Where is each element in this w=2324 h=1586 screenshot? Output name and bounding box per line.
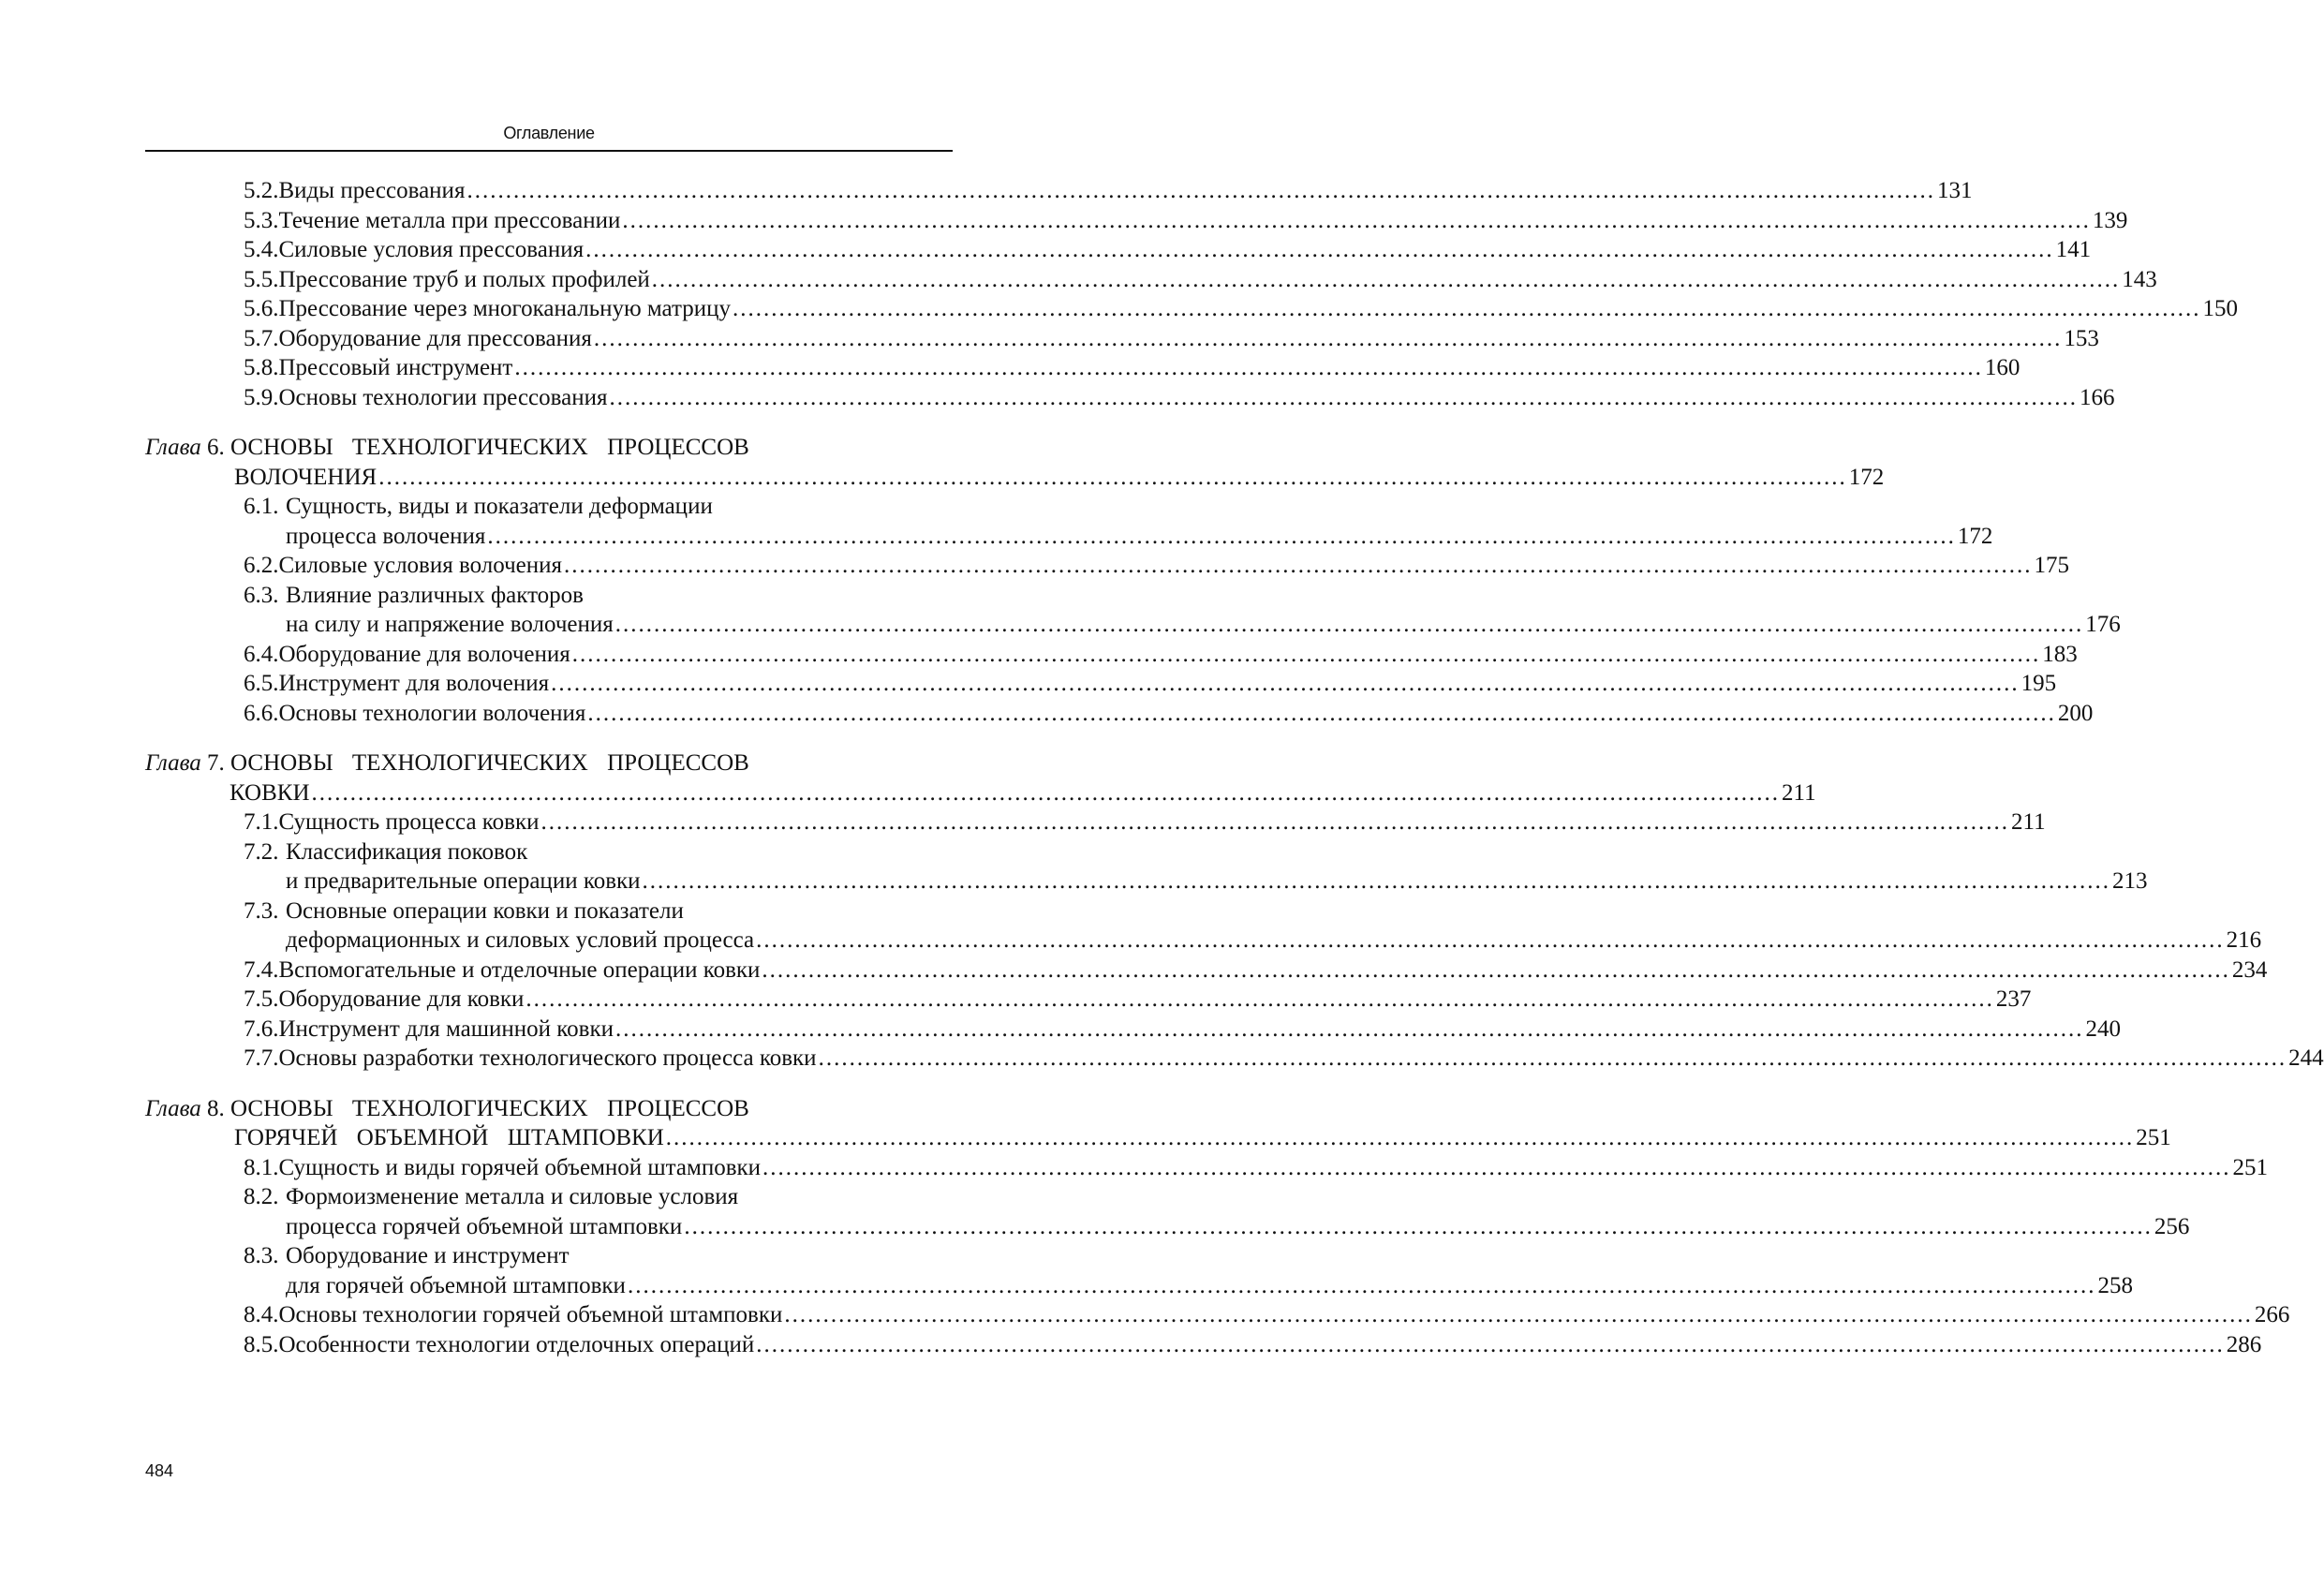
page-number: 237 bbox=[1995, 986, 2032, 1012]
header-rule bbox=[145, 150, 953, 152]
toc-entry[interactable]: 5.5. Прессование труб и полых профилей .............................................................................................................................................................................................. 143 bbox=[145, 265, 953, 295]
toc-entry-continued[interactable]: для горячей объемной штамповки .............................................................................................................................................................................................. 258 bbox=[145, 1271, 953, 1301]
dot-leader: .............................................................................................................................................................................................. bbox=[587, 700, 2056, 726]
toc-entry[interactable]: 8.2. Формоизменение металла и силовые условия bbox=[244, 1184, 739, 1209]
toc-entry[interactable]: 7.5. Оборудование для ковки .............................................................................................................................................................................................. 237 bbox=[145, 985, 953, 1015]
dot-leader: .............................................................................................................................................................................................. bbox=[684, 1213, 2153, 1239]
page-number: 143 bbox=[2122, 266, 2157, 292]
dot-leader: .............................................................................................................................................................................................. bbox=[756, 927, 2225, 953]
page-number: 166 bbox=[2079, 384, 2115, 410]
toc-entry-continued[interactable]: процесса горячей объемной штамповки .............................................................................................................................................................................................. 256 bbox=[145, 1212, 953, 1242]
toc-entry[interactable]: 5.2. Виды прессования .............................................................................................................................................................................................. 131 bbox=[145, 176, 953, 206]
dot-leader: .............................................................................................................................................................................................. bbox=[762, 1154, 2231, 1180]
page-number: 213 bbox=[2112, 868, 2148, 894]
chapter-heading[interactable]: Глава 8. ОСНОВЫ ТЕХНОЛОГИЧЕСКИХ ПРОЦЕССОВ bbox=[145, 1095, 749, 1121]
toc-entry-continued[interactable]: процесса волочения .............................................................................................................................................................................................. 172 bbox=[145, 522, 953, 552]
dot-leader: .............................................................................................................................................................................................. bbox=[614, 1015, 2084, 1042]
dot-leader: .............................................................................................................................................................................................. bbox=[525, 986, 1994, 1012]
toc-entry[interactable]: 5.3. Течение металла при прессовании .............................................................................................................................................................................................. 139 bbox=[145, 206, 953, 236]
dot-leader: .............................................................................................................................................................................................. bbox=[622, 207, 2091, 233]
page-number: 258 bbox=[2097, 1272, 2133, 1298]
dot-leader: .............................................................................................................................................................................................. bbox=[564, 553, 2033, 578]
toc-entry[interactable]: 7.4. Вспомогательные и отделочные операции ковки .............................................................................................................................................................................................. 234 bbox=[145, 956, 953, 986]
dot-leader: .............................................................................................................................................................................................. bbox=[487, 523, 1956, 549]
page-number: 172 bbox=[1957, 523, 1993, 549]
dot-leader: .............................................................................................................................................................................................. bbox=[540, 809, 2010, 835]
dot-leader: .............................................................................................................................................................................................. bbox=[818, 1045, 2287, 1071]
dot-leader: .............................................................................................................................................................................................. bbox=[733, 296, 2201, 321]
toc-entry[interactable]: 6.3. Влияние различных факторов bbox=[244, 582, 584, 608]
page-number: 150 bbox=[2202, 296, 2238, 321]
dot-leader: .............................................................................................................................................................................................. bbox=[665, 1125, 2135, 1150]
toc-entry[interactable]: 6.6. Основы технологии волочения .............................................................................................................................................................................................. 200 bbox=[145, 699, 953, 729]
toc-entry[interactable]: 7.1. Сущность процесса ковки .............................................................................................................................................................................................. 211 bbox=[145, 808, 953, 837]
dot-leader: .............................................................................................................................................................................................. bbox=[571, 641, 2041, 667]
page-number: 216 bbox=[2226, 927, 2262, 953]
page-number: 153 bbox=[2064, 325, 2099, 351]
toc-entry[interactable]: 8.4. Основы технологии горячей объемной штамповки .............................................................................................................................................................................................. 266 bbox=[145, 1300, 953, 1330]
table-of-contents bbox=[145, 176, 2324, 1359]
dot-leader: .............................................................................................................................................................................................. bbox=[756, 1331, 2225, 1357]
toc-entry[interactable]: 7.7. Основы разработки технологического процесса ковки .............................................................................................................................................................................................. 244 bbox=[145, 1044, 953, 1074]
page-number: 266 bbox=[2254, 1302, 2290, 1327]
toc-entry[interactable]: 7.3. Основные операции ковки и показатели bbox=[244, 897, 684, 924]
toc-entry-continued[interactable]: на силу и напряжение волочения .............................................................................................................................................................................................. 176 bbox=[145, 610, 953, 640]
dot-leader: .............................................................................................................................................................................................. bbox=[551, 671, 2020, 696]
page-number: 172 bbox=[1848, 464, 1885, 490]
dot-leader: .............................................................................................................................................................................................. bbox=[593, 325, 2063, 351]
page-number: 200 bbox=[2057, 700, 2094, 726]
dot-leader: .............................................................................................................................................................................................. bbox=[627, 1272, 2096, 1298]
toc-entry[interactable]: 5.4. Силовые условия прессования .............................................................................................................................................................................................. 141 bbox=[145, 235, 953, 265]
toc-entry[interactable]: 5.9. Основы технологии прессования .............................................................................................................................................................................................. 166 bbox=[145, 383, 953, 413]
toc-entry-continued[interactable]: деформационных и силовых условий процесса .............................................................................................................................................................................................. 216 bbox=[145, 926, 953, 956]
page-number: 183 bbox=[2042, 641, 2078, 667]
page-number: 211 bbox=[2011, 809, 2046, 835]
chapter-heading[interactable]: Глава 6. ОСНОВЫ ТЕХНОЛОГИЧЕСКИХ ПРОЦЕССОВ bbox=[145, 435, 749, 460]
chapter-heading[interactable]: Глава 7. ОСНОВЫ ТЕХНОЛОГИЧЕСКИХ ПРОЦЕССОВ bbox=[145, 750, 749, 776]
page-number: 244 bbox=[2288, 1045, 2324, 1071]
toc-entry[interactable]: 5.6. Прессование через многоканальную матрицу .............................................................................................................................................................................................. 150 bbox=[145, 294, 953, 324]
page-number: 131 bbox=[1936, 178, 1973, 203]
page-number: 256 bbox=[2154, 1213, 2190, 1239]
page-number: 175 bbox=[2034, 553, 2070, 578]
page-folio: 484 bbox=[145, 1461, 174, 1480]
dot-leader: .............................................................................................................................................................................................. bbox=[514, 355, 1983, 380]
page-number: 141 bbox=[2055, 237, 2092, 262]
toc-entry[interactable]: 8.3. Оборудование и инструмент bbox=[244, 1243, 570, 1268]
dot-leader: .............................................................................................................................................................................................. bbox=[784, 1302, 2253, 1327]
chapter-heading-continued[interactable]: КОВКИ .............................................................................................................................................................................................. 211 bbox=[145, 778, 953, 808]
toc-entry[interactable]: 6.4. Оборудование для волочения .............................................................................................................................................................................................. 183 bbox=[145, 640, 953, 670]
toc-entry[interactable]: 6.1. Сущность, виды и показатели деформации bbox=[244, 494, 713, 519]
page-number: 139 bbox=[2092, 207, 2128, 233]
toc-entry[interactable]: 7.6. Инструмент для машинной ковки .............................................................................................................................................................................................. 240 bbox=[145, 1015, 953, 1045]
page-number: 211 bbox=[1782, 779, 1816, 806]
toc-entry[interactable]: 5.8. Прессовый инструмент .............................................................................................................................................................................................. 160 bbox=[145, 353, 953, 383]
toc-entry[interactable]: 8.1. Сущность и виды горячей объемной штамповки .............................................................................................................................................................................................. 251 bbox=[145, 1153, 953, 1183]
page-number: 176 bbox=[2085, 612, 2121, 637]
toc-entry[interactable]: 8.5. Особенности технологии отделочных операций .............................................................................................................................................................................................. 286 bbox=[145, 1330, 953, 1360]
page-number: 251 bbox=[2136, 1125, 2171, 1150]
chapter-heading-continued[interactable]: ГОРЯЧЕЙ ОБЪЕМНОЙ ШТАМПОВКИ .............................................................................................................................................................................................. 251 bbox=[145, 1123, 953, 1153]
page-number: 234 bbox=[2231, 956, 2268, 983]
toc-entry-continued[interactable]: и предварительные операции ковки .............................................................................................................................................................................................. 213 bbox=[145, 867, 953, 897]
dot-leader: .............................................................................................................................................................................................. bbox=[762, 956, 2230, 983]
toc-entry[interactable]: 6.5. Инструмент для волочения .............................................................................................................................................................................................. 195 bbox=[145, 669, 953, 699]
page-number: 160 bbox=[1984, 355, 2021, 380]
page-number: 240 bbox=[2085, 1015, 2121, 1042]
toc-entry[interactable]: 7.2. Классификация поковок bbox=[244, 838, 528, 865]
toc-entry[interactable]: 5.7. Оборудование для прессования .............................................................................................................................................................................................. 153 bbox=[145, 324, 953, 354]
page-number: 286 bbox=[2226, 1331, 2262, 1357]
chapter-heading-continued[interactable]: ВОЛОЧЕНИЯ .............................................................................................................................................................................................. 172 bbox=[145, 463, 953, 493]
dot-leader: .............................................................................................................................................................................................. bbox=[585, 237, 2054, 262]
dot-leader: .............................................................................................................................................................................................. bbox=[378, 464, 1847, 490]
dot-leader: .............................................................................................................................................................................................. bbox=[311, 779, 1781, 806]
dot-leader: .............................................................................................................................................................................................. bbox=[651, 266, 2121, 292]
dot-leader: .............................................................................................................................................................................................. bbox=[642, 868, 2111, 894]
page-number: 251 bbox=[2232, 1154, 2269, 1180]
dot-leader: .............................................................................................................................................................................................. bbox=[614, 612, 2084, 637]
page-number: 195 bbox=[2021, 671, 2057, 696]
toc-entry[interactable]: 6.2. Силовые условия волочения .............................................................................................................................................................................................. 175 bbox=[145, 551, 953, 581]
dot-leader: .............................................................................................................................................................................................. bbox=[609, 384, 2078, 410]
dot-leader: .............................................................................................................................................................................................. bbox=[466, 178, 1935, 203]
running-head: Оглавление bbox=[503, 124, 595, 142]
